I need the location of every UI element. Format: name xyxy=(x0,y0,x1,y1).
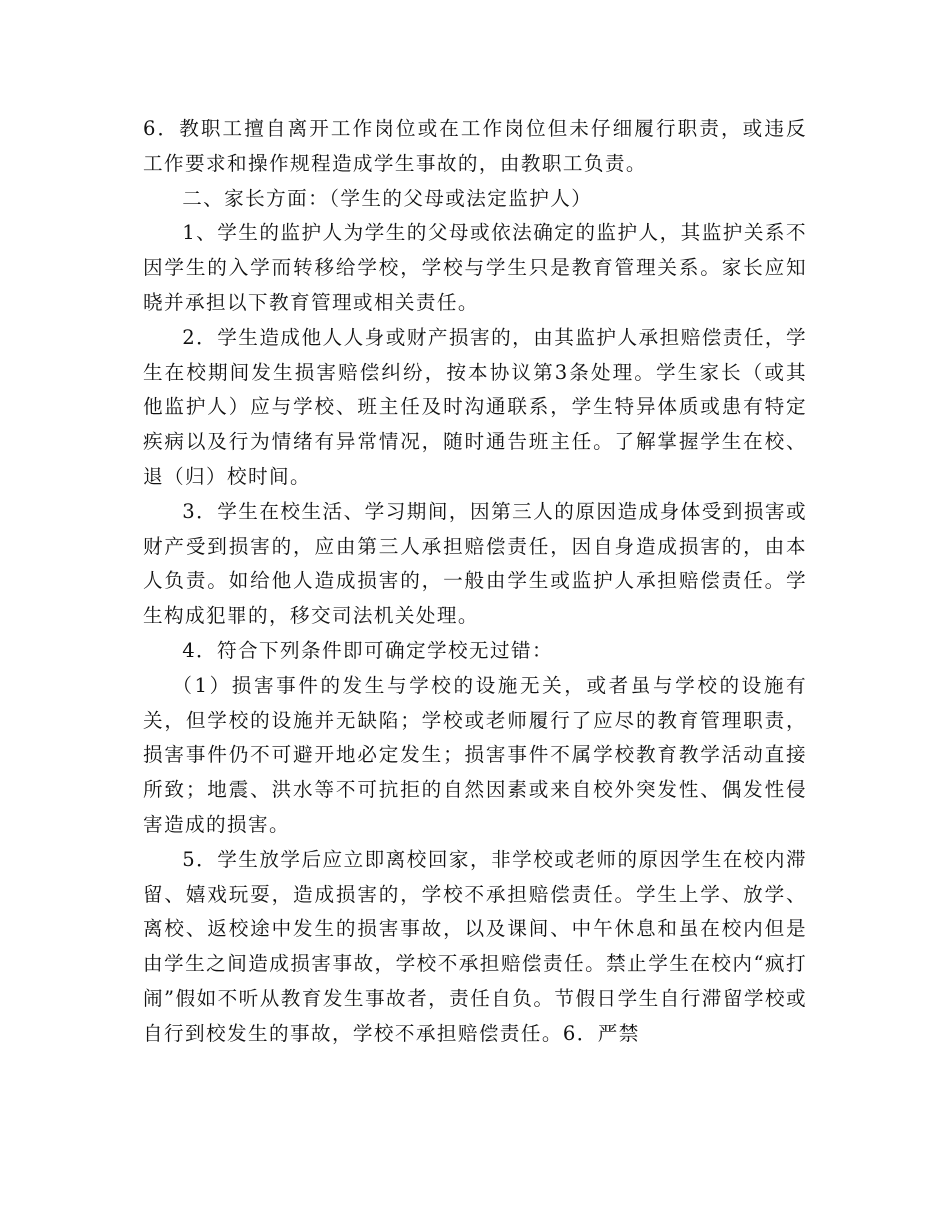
document-body xyxy=(143,112,807,1052)
paragraph-no-fault-conditions: 4．符合下列条件即可确定学校无过错： xyxy=(182,638,553,662)
paragraph-condition-1: （1）损害事件的发生与学校的设施无关，或者虽与学校的设施有关，但学校的设施并无缺陷；学校或老师履行了应尽的教育管理职责，损害事件仍不可避开地必定发生；损害事件不属学校教育教学活动直接所致；地震、洪水等不可抗拒的自然因素或来自校外突发性、偶发性侵害造成的损害。 xyxy=(143,673,807,836)
paragraph-guardian-liability: 2．学生造成他人人身或财产损害的，由其监护人承担赔偿责任，学生在校期间发生损害赔偿纠纷，按本协议第3条处理。学生家长（或其他监护人）应与学校、班主任及时沟通联系，学生特异体质或患有特定疾病以及行为情绪有异常情况，随时通告班主任。了解掌握学生在校、退（归）校时间。 xyxy=(143,325,807,488)
paragraph-third-party-liability: 3．学生在校生活、学习期间，因第三人的原因造成身体受到损害或财产受到损害的，应由第三人承担赔偿责任，因自身造成损害的，由本人负责。如给他人造成损害的，一般由学生或监护人承担赔偿责任。学生构成犯罪的，移交司法机关处理。 xyxy=(143,499,807,628)
paragraph-guardian-relationship: 1、学生的监护人为学生的父母或依法确定的监护人，其监护关系不因学生的入学而转移给学校，学校与学生只是教育管理关系。家长应知晓并承担以下教育管理或相关责任。 xyxy=(143,221,807,314)
paragraph-staff-duty: 6．教职工擅自离开工作岗位或在工作岗位但未仔细履行职责，或违反工作要求和操作规程造成学生事故的，由教职工负责。 xyxy=(143,117,807,175)
paragraph-after-school: 5．学生放学后应立即离校回家，非学校或老师的原因学生在校内滞留、嬉戏玩耍，造成损害的，学校不承担赔偿责任。学生上学、放学、离校、返校途中发生的损害事故，以及课间、中午休息和虽在校内但是由学生之间造成损害事故，学校不承担赔偿责任。禁止学生在校内“疯打闹”假如不听从教育发生事故者，责任自负。节假日学生自行滞留学校或自行到校发生的事故，学校不承担赔偿责任。6．严禁 xyxy=(143,847,807,1045)
section-heading-parents: 二、家长方面：（学生的父母或法定监护人） xyxy=(182,186,593,210)
